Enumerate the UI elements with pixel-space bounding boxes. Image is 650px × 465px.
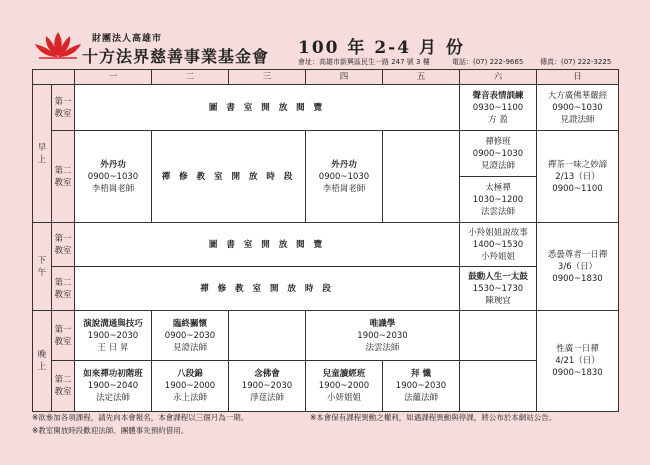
room-label: 第二教室 [52,267,75,311]
class-cell: 演說溝通與技巧 1900~2030 王 日 昇 [75,311,152,361]
room-label: 第二教室 [52,361,75,412]
day-header-sat: 六 [460,70,537,85]
room-label: 第一教室 [52,223,75,267]
class-cell: 大方廣佛華嚴經 0900~1030 見證法師 [537,85,619,131]
empty-cell [460,361,537,412]
room-label: 第二教室 [52,131,75,223]
class-cell: 外丹功 0900~1030 李梧崗老師 [75,131,152,223]
org-subtitle: 財團法人高雄市 [92,34,163,44]
note: ※教室開放時段歡迎法師、團體事先預約借用。 [32,426,189,435]
day-header-wed: 三 [229,70,306,85]
class-cell: 念佛會 1900~2030 淨莛法師 [229,361,306,412]
org-name: 十方法界慈善事業基金會 [82,47,270,66]
period-evening: 晚 上 [33,311,52,412]
note: ※本會保有課程異動之權利，如遇課程異動與停課，將公布於本網站公告。 [310,413,557,422]
class-cell: 悉曇尊者一日禪 3/6（日） 0900~1830 [537,223,619,311]
class-cell: 聲音表情訓練 0930~1100 方 盈 [460,85,537,131]
header [0,0,650,68]
library-open-cell: 圖 書 室 開 放 閱 覽 [75,223,460,267]
period-morning: 早 上 [33,85,52,223]
class-cell: 小羚姐姐說故事 1400~1530 小羚姐姐 [460,223,537,267]
address: 會址：高雄市新興區民生一路 247 號 3 樓 [298,58,430,66]
lotus-logo-icon [33,30,83,60]
class-cell: 性廣一日禪 4/21（日） 0900~1830 [537,311,619,412]
class-cell: 八段錦 1900~2000 永上法師 [152,361,229,412]
class-cell: 兒童讀經班 1900~2000 小妍姐姐 [306,361,383,412]
day-header-fri: 五 [383,70,460,85]
empty-cell [460,311,537,361]
page-title: 100 年 2-4 月 份 [298,38,465,58]
class-cell: 外丹功 0900~1030 李梧崗老師 [306,131,383,223]
fax: 傳真：(07) 222-3225 [540,58,612,66]
meditation-open-cell: 禪 修 教 室 開 放 時 段 [152,131,306,223]
class-cell: 太極禪 1030~1200 法雲法師 [460,177,537,223]
phone: 電話：(07) 222-9665 [452,58,524,66]
day-header-mon: 一 [75,70,152,85]
day-header-thu: 四 [306,70,383,85]
meditation-open-cell: 禪 修 教 室 開 放 時 段 [75,267,460,311]
class-cell: 禪修班 0900~1030 見證法師 [460,131,537,177]
class-cell: 如來禪功初階班 1900~2040 法定法師 [75,361,152,412]
class-cell: 拜 懺 1900~2030 法蘊法師 [383,361,460,412]
class-cell: 禪茶一味之妙諦 2/13（日） 0900~1100 [537,131,619,223]
day-header-tue: 二 [152,70,229,85]
period-afternoon: 下 午 [33,223,52,311]
empty-cell [229,311,306,361]
room-label: 第一教室 [52,311,75,361]
corner-cell [33,70,75,85]
schedule-table [32,69,619,412]
day-header-sun: 日 [537,70,619,85]
class-cell: 鼓動人生一太鼓 1530~1730 陳琬宜 [460,267,537,311]
class-cell: 臨終關懷 0900~2030 見證法師 [152,311,229,361]
empty-cell [383,131,460,223]
library-open-cell: 圖 書 室 開 放 閱 覽 [75,85,460,131]
room-label: 第一教室 [52,85,75,131]
note: ※欲參加各項課程，請先向本會報名，本會課程以三個月為一期。 [32,413,249,422]
class-cell: 唯識學 1900~2030 法雲法師 [306,311,460,361]
